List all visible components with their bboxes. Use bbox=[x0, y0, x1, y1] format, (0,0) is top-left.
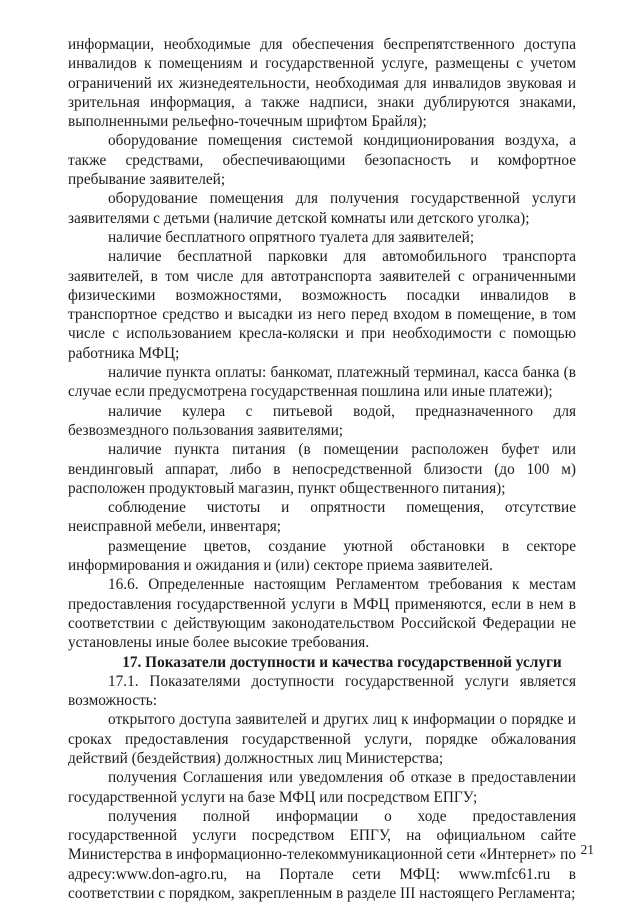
paragraph: оборудование помещения для получения государственной услуги заявителями с детьми (наличие детской комнаты или детского уголка); bbox=[68, 190, 576, 227]
paragraph: 17.1. Показателями доступности государственной услуги является возможность: bbox=[68, 672, 576, 710]
paragraph: размещение цветов, создание уютной обстановки в секторе информирования и ожидания и (или) секторе приема заявителей. bbox=[68, 537, 576, 575]
paragraph: получения Соглашения или уведомления об отказе в предоставлении государственной услуги на базе МФЦ или посредством ЕПГУ; bbox=[68, 769, 576, 806]
paragraph: информации, необходимые для обеспечения беспрепятственного доступа инвалидов к помещениям и государственной услуге, размещены с учетом ограничений их жизнедеятельности, необходимая для инвалидов звуковая и зрительная информация, а также надписи, знаки дублируются знаками, выполненными рельефно-точечным шрифтом Брайля); bbox=[68, 36, 576, 131]
paragraph: наличие бесплатного опрятного туалета для заявителей; bbox=[108, 228, 475, 246]
paragraph: оборудование помещения системой кондиционирования воздуха, а также средствами, обеспечивающими безопасность и комфортное пребывание заявителей; bbox=[68, 132, 576, 189]
section-heading: 17. Показатели доступности и качества государственной услуги bbox=[122, 653, 562, 671]
paragraph: наличие кулера с питьевой водой, предназначенного для безвозмездного пользования заявителями; bbox=[68, 402, 576, 439]
page-number: 21 bbox=[580, 842, 594, 857]
paragraph: открытого доступа заявителей и других лиц к информации о порядке и сроках предоставления государственной услуги, порядке обжалования действий (бездействия) должностных лиц Министерства; bbox=[68, 711, 576, 767]
paragraph: наличие пункта оплаты: банкомат, платежный терминал, касса банка (в случае если предусмотрена государственная пошлина или иные платежи); bbox=[68, 364, 576, 401]
paragraph: 16.6. Определенные настоящим Регламентом требования к местам предоставления государственной услуги в МФЦ применяются, если в нем в соответствии с действующим законодательством Российской Федерации не установлены иные более высокие требования. bbox=[68, 576, 576, 652]
paragraph: наличие пункта питания (в помещении расположен буфет или вендинговый аппарат, либо в непосредственной близости (до 100 м) расположен продуктовый магазин, пункт общественного питания); bbox=[68, 441, 576, 497]
paragraph: соблюдение чистоты и опрятности помещения, отсутствие неисправной мебели, инвентаря; bbox=[68, 499, 576, 536]
text-block bbox=[68, 35, 576, 903]
paragraph: наличие бесплатной парковки для автомобильного транспорта заявителей, в том числе для автотранспорта заявителей с ограниченными физическими возможностями, возможность посадки инвалидов в транспортное средство и высадки из него перед входом в помещение, в том числе с использованием кресла-коляски и при необходимости с помощью работника МФЦ; bbox=[68, 248, 576, 362]
paragraph: получения полной информации о ходе предоставления государственной услуги посредством ЕПГУ, на официальном сайте Министерства в информационно-телекоммуникационной сети «Интернет» по адресу:www.don-agro.ru, на Портале сети МФЦ: www.mfc61.ru в соответствии с порядком, закрепленным в разделе III настоящего Регламента; bbox=[68, 807, 576, 903]
